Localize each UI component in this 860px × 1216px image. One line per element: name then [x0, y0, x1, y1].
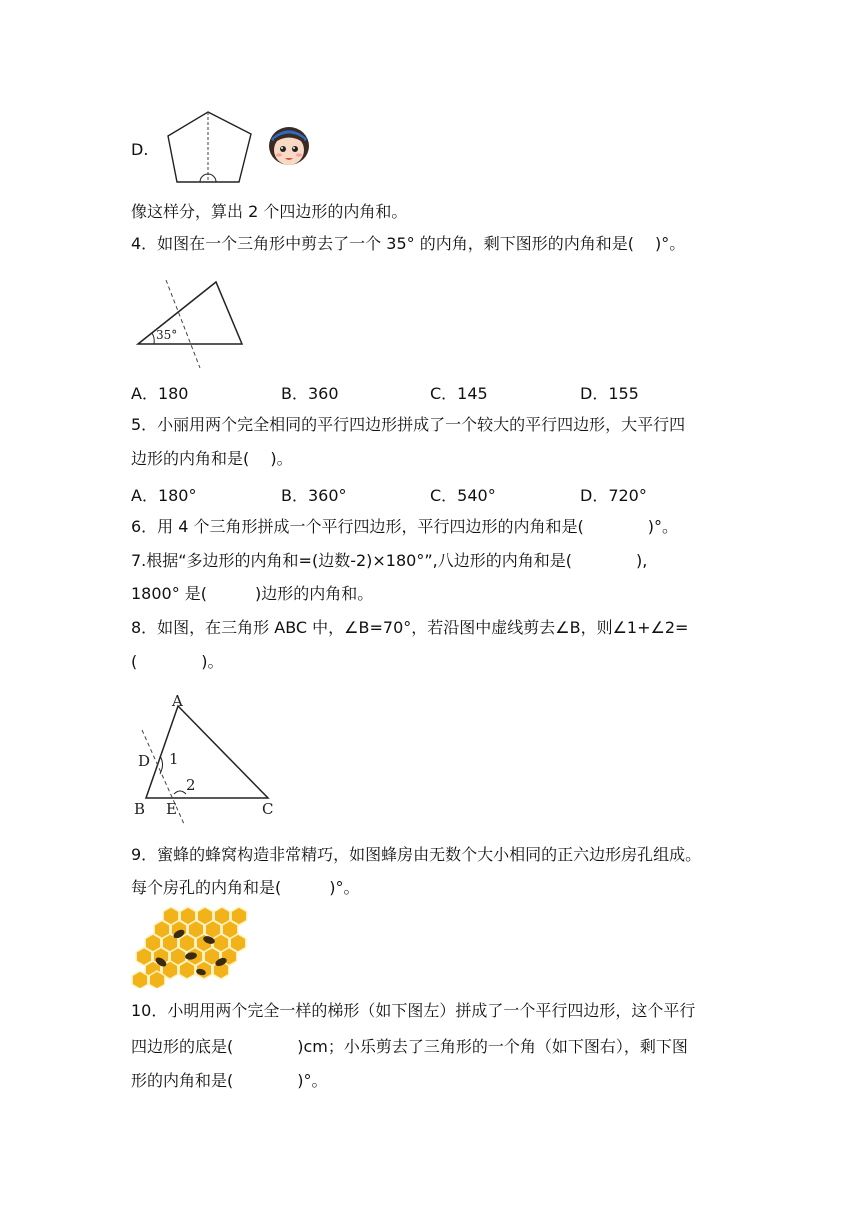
q10-text-line1: 10．小明用两个完全一样的梯形（如下图左）拼成了一个平行四边形，这个平行: [131, 1001, 696, 1020]
q5-options: [131, 483, 731, 503]
q10-text-line3: 形的内角和是( )°。: [131, 1071, 328, 1090]
q5-option-a[interactable]: A．180°: [131, 486, 197, 505]
q6-text: 6．用 4 个三角形拼成一个平行四边形，平行四边形的内角和是( )°。: [131, 517, 679, 536]
q3-tail-text: 像这样分，算出 2 个四边形的内角和。: [131, 202, 408, 221]
q4-option-b[interactable]: B．360: [281, 384, 339, 403]
q5-option-c[interactable]: C．540°: [430, 486, 496, 505]
q8-text-line2: ( )。: [131, 652, 224, 671]
q4-option-d[interactable]: D．155: [580, 384, 639, 403]
q7-text-line2: 1800° 是( )边形的内角和。: [131, 584, 374, 603]
q5-option-d[interactable]: D．720°: [580, 486, 647, 505]
q5-text-line2: 边形的内角和是( )。: [131, 449, 293, 468]
q4-triangle-figure: [134, 272, 250, 370]
option-d-label: D.: [131, 140, 149, 159]
q5-option-b[interactable]: B．360°: [281, 486, 347, 505]
q4-option-a[interactable]: A．180: [131, 384, 189, 403]
q4-options: [131, 381, 731, 401]
q8-label-a: A: [172, 692, 183, 710]
q8-label-d: D: [138, 752, 151, 770]
honeycomb-cell: [132, 971, 148, 988]
pentagon-figure: [165, 110, 255, 186]
honeycomb-image: [131, 906, 253, 988]
q5-text-line1: 5．小丽用两个完全相同的平行四边形拼成了一个较大的平行四边形，大平行四: [131, 415, 686, 434]
q8-text-line1: 8．如图，在三角形 ABC 中，∠B=70°，若沿图中虚线剪去∠B，则∠1+∠2=: [131, 618, 689, 637]
honeycomb-cells: [132, 907, 247, 988]
q8-label-c: C: [262, 800, 274, 818]
q4-text: 4．如图在一个三角形中剪去了一个 35° 的内角，剩下图形的内角和是( )°。: [131, 234, 686, 253]
q9-text-line1: 9．蜜蜂的蜂窝构造非常精巧，如图蜂房由无数个大小相同的正六边形房孔组成。: [131, 845, 702, 864]
honeycomb-cell: [179, 961, 195, 979]
q4-option-c[interactable]: C．145: [430, 384, 488, 403]
q8-label-e: E: [166, 800, 177, 818]
q8-label-b: B: [134, 800, 146, 818]
q10-text-line2: 四边形的底是( )cm；小乐剪去了三角形的一个角（如下图右），剩下图: [131, 1037, 688, 1056]
q4-angle-label: 35°: [156, 328, 178, 342]
q7-text-line1: 7.根据“多边形的内角和=(边数-2)×180°”,八边形的内角和是( ),: [131, 551, 648, 570]
q8-triangle-figure: [128, 690, 288, 826]
q9-text-line2: 每个房孔的内角和是( )°。: [131, 878, 360, 897]
q8-angle-1-label: 1: [169, 750, 179, 768]
q8-angle-2-label: 2: [186, 776, 196, 794]
honeycomb-cell: [149, 971, 165, 988]
girl-avatar-icon: [266, 126, 312, 168]
